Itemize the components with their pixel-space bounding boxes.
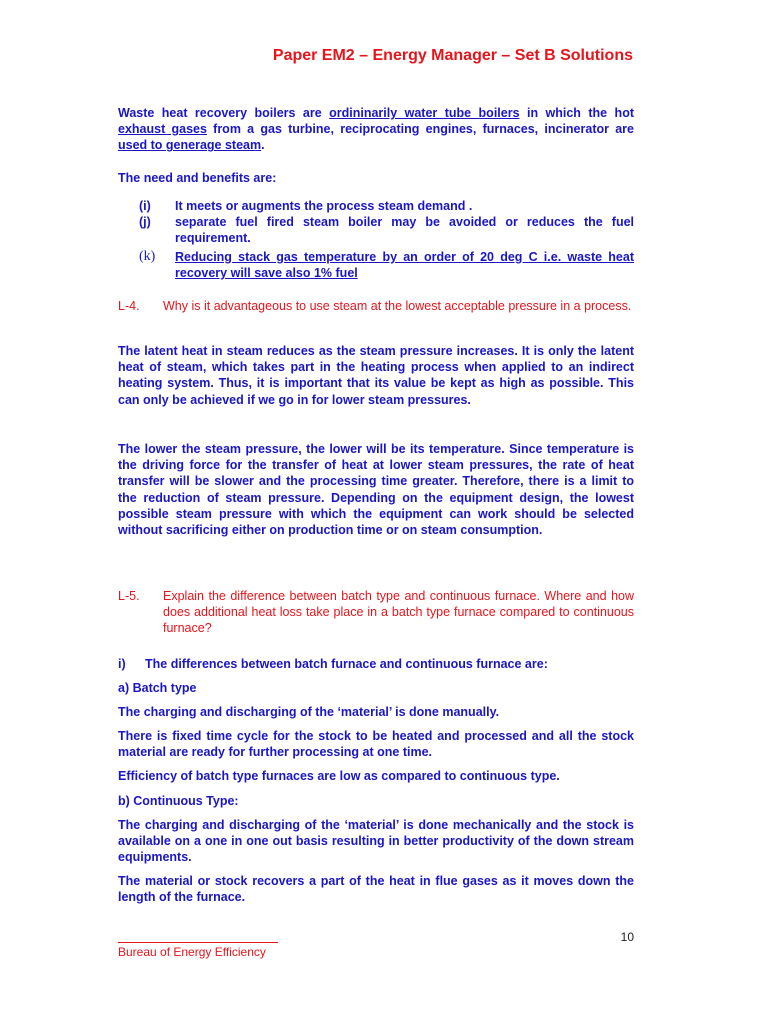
answer-paragraph: The lower the steam pressure, the lower will be its temperature. Since temperature is the driving force for the transfer of heat at lower steam pressures, the rate of heat transfer will be slower and the processing time greater. Therefore, there is a limit to the reduction of steam pressure. Depending on the equipment design, the lowest possible steam pressure with which the equipment can work should be selected without sacrificing either on production time or on steam consumption. (118, 442, 634, 538)
question-number: L-5. (118, 589, 140, 603)
list-label: (j) (139, 215, 151, 229)
list-label: (k) (139, 249, 156, 264)
answer-paragraph: The latent heat in steam reduces as the steam pressure increases. It is only the latent heat of steam, which takes part in the heating process when applied to an indirect heating system. Thus, it is important that its value be kept as high as possible. This can only be achieved if we go in for lower steam pressures. (118, 344, 634, 407)
answer-paragraph: There is fixed time cycle for the stock to be heated and processed and all the stock material are ready for further processing at one time. (118, 729, 634, 760)
text-run: in which the hot (519, 106, 634, 120)
question-text: Why is it advantageous to use steam at the lowest acceptable pressure in a process. (163, 299, 632, 313)
answer-paragraph: Efficiency of batch type furnaces are low as compared to continuous type. (118, 769, 560, 783)
question-text: Explain the difference between batch type and continuous furnace. Where and how does additional heat loss take place in a batch type furnace compared to continuous furnace? (163, 589, 634, 636)
list-text: It meets or augments the process steam demand . (175, 199, 473, 213)
answer-paragraph: The charging and discharging of the ‘material’ is done mechanically and the stock is available on a one in one out basis resulting in better productivity of the down stream equipments. (118, 818, 634, 865)
text-run: . (261, 138, 265, 153)
intro-paragraph (118, 105, 634, 154)
need-benefits-heading: The need and benefits are: (118, 171, 277, 185)
underlined-text: used to generage steam (118, 138, 262, 153)
answer-paragraph: The material or stock recovers a part of the heat in flue gases as it moves down the length of the furnace. (118, 874, 634, 905)
question-number: L-4. (118, 299, 140, 313)
section-heading (118, 656, 634, 672)
list-label: (i) (139, 199, 151, 213)
page-number: 10 (620, 930, 634, 944)
batch-type-heading: a) Batch type (118, 681, 197, 695)
continuous-type-heading: b) Continuous Type: (118, 794, 239, 808)
section-label: i) (118, 657, 126, 671)
text-run: from a gas turbine, reciprocating engines, furnaces, incinerator are (206, 122, 634, 137)
footer-divider (118, 942, 278, 943)
underlined-text: exhaust gases (118, 122, 207, 137)
answer-paragraph: The charging and discharging of the ‘material’ is done manually. (118, 705, 500, 719)
page-header-title: Paper EM2 – Energy Manager – Set B Solutions (272, 47, 633, 64)
section-text: The differences between batch furnace and continuous furnace are: (145, 657, 548, 671)
underlined-text: ordininarily water tube boilers (329, 106, 520, 120)
list-text: separate fuel fired steam boiler may be avoided or reduces the fuel requirement. (175, 215, 634, 246)
list-text: Reducing stack gas temperature by an order of 20 deg C i.e. waste heat recovery will save also 1% fuel (175, 250, 634, 281)
footer-organization: Bureau of Energy Efficiency (118, 945, 266, 959)
text-run: Waste heat recovery boilers are (118, 106, 330, 120)
